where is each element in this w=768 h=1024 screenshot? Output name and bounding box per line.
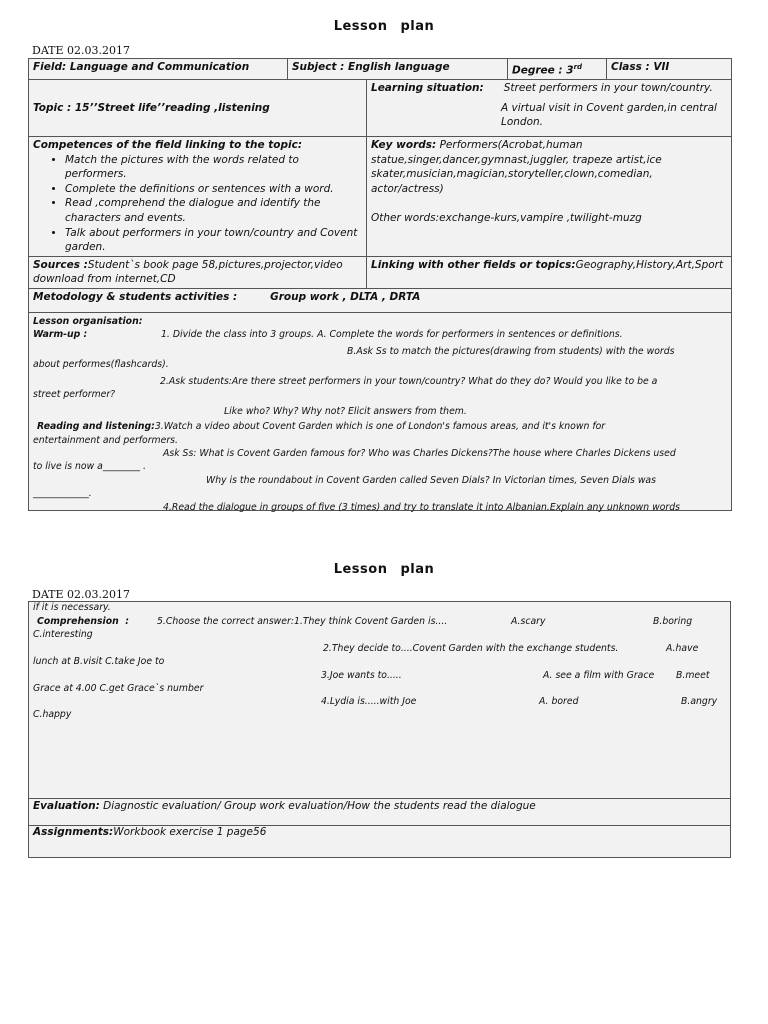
subject-cell: Subject : English language [288, 59, 508, 80]
list-item: • Match the pictures with the words related to performers. [65, 153, 362, 182]
warmup-step-2c: Like who? Why? Why not? Elicit answers from them. [224, 406, 467, 418]
methodology-cell: Metodology & students activities : Group work , DLTA , DRTA [29, 289, 732, 313]
question-4-option-c: C.happy [33, 709, 72, 720]
class-cell: Class : VII [607, 59, 732, 80]
reading-step-3b: entertainment and performers. [33, 435, 178, 447]
warmup-label: Warm-up : [33, 329, 88, 341]
page-title: Lesson plan [333, 19, 435, 34]
lesson-plan-table [28, 58, 732, 514]
question-1-option-a: A.scary [511, 616, 546, 627]
question-4: 4.Lydia is.....with Joe [321, 696, 417, 707]
question-3-option-a: A. see a film with Grace [543, 670, 655, 681]
page-title-2: Lesson plan [333, 562, 435, 577]
question-1: 5.Choose the correct answer:1.They think Covent Garden is.... [157, 616, 448, 627]
warmup-step-1c: about performes(flashcards). [33, 359, 169, 371]
warmup-step-2: 2.Ask students:Are there street performers in your town/country? What do they do? Would you like to be a [160, 376, 658, 388]
question-2: 2.They decide to....Covent Garden with the exchange students. [323, 643, 619, 654]
competences-list [33, 153, 362, 255]
field-cell: Field: Language and Communication [29, 59, 288, 80]
keywords-cell: Key words: Performers(Acrobat,human statue,singer,dancer,gymnast,juggler, trapeze artist,ice skater,musician,magician,storyteller,clown,comedian, actor/actress) Other words:exchange-kurs,vampire ,twilight-muzg [367, 137, 732, 257]
lesson-plan-continuation [28, 601, 731, 858]
question-3-option-b: B.meet [676, 670, 710, 681]
linking-cell: Linking with other fields or topics:Geography,History,Art,Sport [367, 256, 732, 288]
question-2-options: lunch at B.visit C.take Joe to [33, 656, 165, 667]
lesson-organisation-cell [29, 313, 732, 514]
question-4-option-b: B.angry [681, 696, 718, 707]
list-item: • Read ,comprehend the dialogue and identify the characters and events. [65, 196, 362, 225]
question-1-option-b: B.boring [653, 616, 693, 627]
topic-cell: Topic : 15’’Street life’’reading ,listening [29, 80, 367, 137]
reading-line: Reading and listening:3.Watch a video about Covent Garden which is one of London's famous areas, and it's known for [37, 421, 606, 433]
warmup-step-2b: street performer? [33, 389, 116, 401]
assignments-row: Assignments:Workbook exercise 1 page56 [33, 826, 267, 838]
reading-ask-b: to live is now a________ . [33, 461, 146, 473]
warmup-step-1b: B.Ask Ss to match the pictures(drawing from students) with the words [347, 346, 675, 358]
competences-cell: Competences of the field linking to the topic: • Match the pictures with the words related to performers. • Complete the definitions or sentences with a word. • Read ,comprehend the dialogue and identify the characters and events. • Talk about performers in your town/country and Covent garden. [29, 137, 367, 257]
reading-why-b: ____________. [33, 488, 92, 500]
reading-why: Why is the roundabout in Covent Garden called Seven Dials? In Victorian times, Seven Dials was [206, 475, 656, 487]
reading-ask: Ask Ss: What is Covent Garden famous for? Who was Charles Dickens?The house where Charles Dickens used [163, 448, 676, 460]
question-1-option-c: C.interesting [33, 629, 93, 640]
sources-cell: Sources :Student`s book page 58,pictures,projector,video download from internet,CD [29, 256, 367, 288]
list-item: • Complete the definitions or sentences with a word. [65, 182, 362, 197]
question-3: 3.Joe wants to..... [321, 670, 402, 681]
organisation-label: Lesson organisation: [33, 316, 143, 328]
question-3-options: Grace at 4.00 C.get Grace`s number [33, 683, 204, 694]
date-2: DATE 02.03.2017 [32, 588, 131, 601]
warmup-step-1: 1. Divide the class into 3 groups. A. Complete the words for performers in sentences or definitions. [161, 329, 623, 341]
evaluation-row: Evaluation: Diagnostic evaluation/ Group work evaluation/How the students read the dialogue [33, 800, 536, 812]
comprehension-label: Comprehension : [37, 616, 129, 627]
reading-step-4: 4.Read the dialogue in groups of five (3 times) and try to translate it into Albanian.Explain any unknown words [163, 502, 680, 514]
continuation-text: if it is necessary. [33, 602, 111, 613]
list-item: • Talk about performers in your town/country and Covent garden. [65, 226, 362, 255]
date: DATE 02.03.2017 [32, 44, 131, 57]
learning-situation-cell: Learning situation: Street performers in your town/country. A virtual visit in Covent garden,in central London. [367, 80, 732, 137]
degree-cell: Degree : 3rd [508, 59, 607, 80]
question-4-option-a: A. bored [539, 696, 579, 707]
question-2-option-a: A.have [666, 643, 699, 654]
